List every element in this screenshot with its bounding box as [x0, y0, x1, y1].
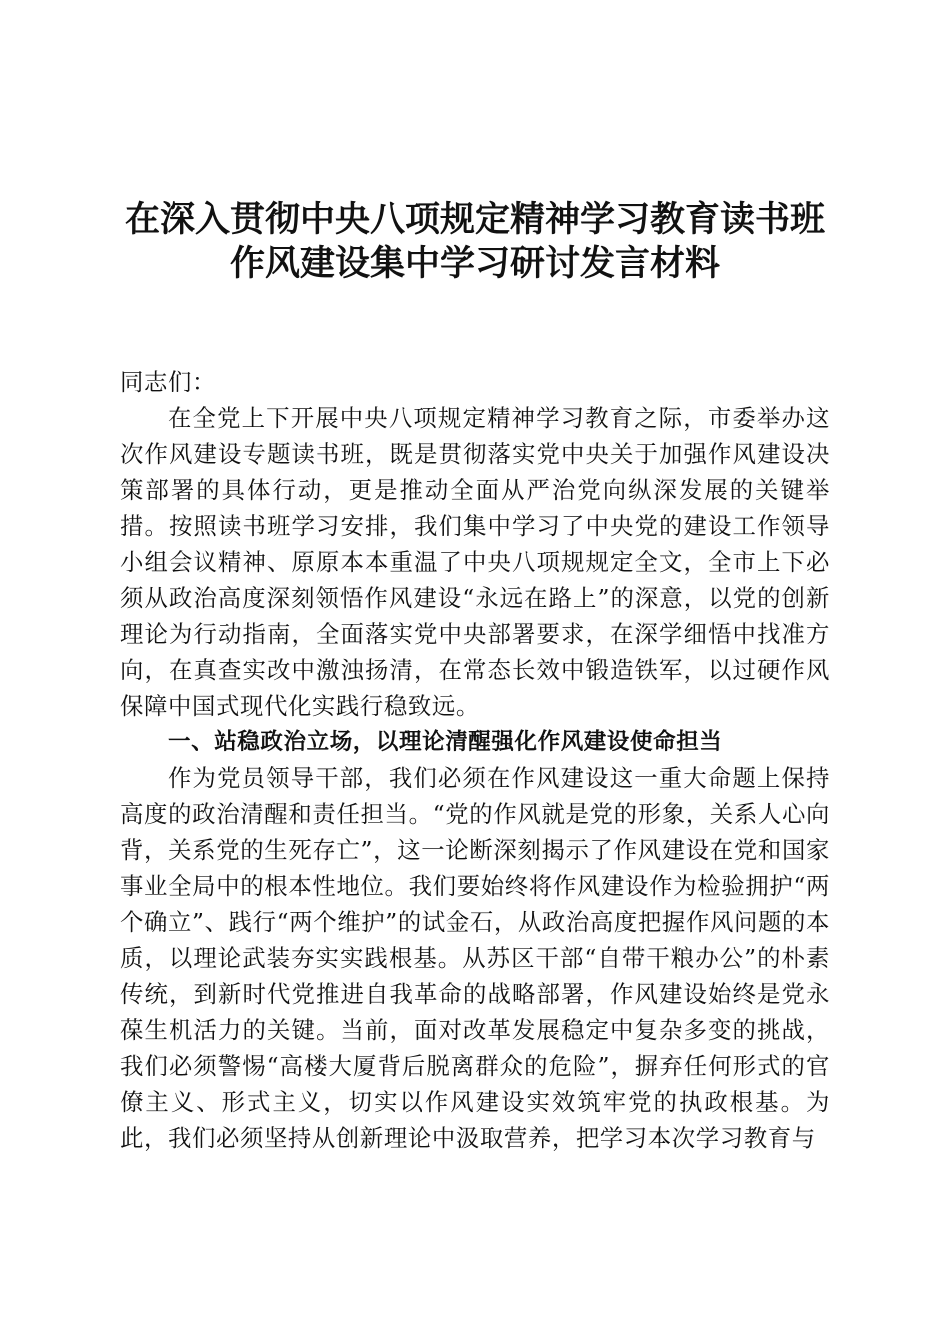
document-title-line-1: 在深入贯彻中央八项规定精神学习教育读书班: [124, 199, 825, 240]
section-1-heading: 一、站稳政治立场，以理论清醒强化作风建设使命担当: [168, 729, 723, 755]
document-title-line-2: 作风建设集中学习研讨发言材料: [229, 243, 720, 284]
salutation: 同志们：: [120, 368, 216, 396]
document-body: [120, 364, 830, 1156]
intro-paragraph: 在全党上下开展中央八项规定精神学习教育之际，市委举办这次作风建设专题读书班，既是贯彻落实党中央关于加强作风建设决策部署的具体行动，更是推动全面从严治党向纵深发展的关键举措。按照读书班学习安排，我们集中学习了中央党的建设工作领导小组会议精神、原原本本重温了中央八项规规定全文，全市上下必须从政治高度深刻领悟作风建设“永远在路上”的深意，以党的创新理论为行动指南，全面落实党中央部署要求，在深学细悟中找准方向，在真查实改中激浊扬清，在常态长效中锻造铁军，以过硬作风保障中国式现代化实践行稳致远。: [120, 404, 830, 720]
section-1-paragraph: 作为党员领导干部，我们必须在作风建设这一重大命题上保持高度的政治清醒和责任担当。“党的作风就是党的形象，关系人心向背，关系党的生死存亡”，这一论断深刻揭示了作风建设在党和国家事业全局中的根本性地位。我们要始终将作风建设作为检验拥护“两个确立”、践行“两个维护”的试金石，从政治高度把握作风问题的本质，以理论武装夯实实践根基。从苏区干部“自带干粮办公”的朴素传统，到新时代党推进自我革命的战略部署，作风建设始终是党永葆生机活力的关键。当前，面对改革发展稳定中复杂多变的挑战，我们必须警惕“高楼大厦背后脱离群众的危险”，摒弃任何形式的官僚主义、形式主义，切实以作风建设实效筑牢党的执政根基。为此，我们必须坚持从创新理论中汲取营养，把学习本次学习教育与: [120, 764, 830, 1152]
